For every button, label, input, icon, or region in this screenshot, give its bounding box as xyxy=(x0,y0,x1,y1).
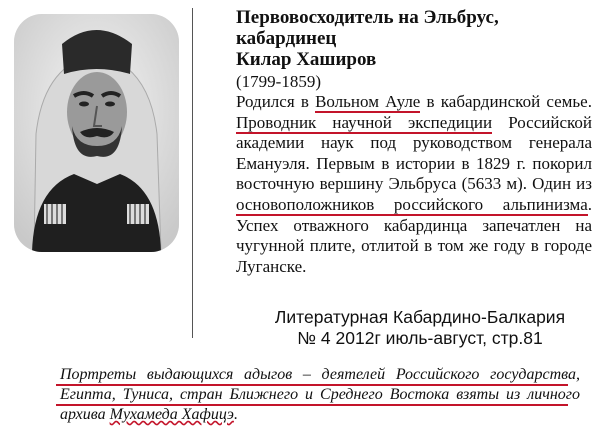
source-line-2: № 4 2012г июль-август, стр.81 xyxy=(297,328,543,348)
body-part-1: Родился в xyxy=(236,92,316,111)
caption-text: Портреты выдающихся адыгов – деятелей Российского государства, Египта, Туниса, стран Ближнего и Среднего Востока взяты из личного архива xyxy=(60,366,580,423)
life-years: (1799-1859) xyxy=(236,72,321,91)
source-line-1: Литературная Кабардино-Балкария xyxy=(274,307,566,327)
archive-caption xyxy=(60,365,580,425)
portrait-image xyxy=(14,14,179,252)
caption-underline-1 xyxy=(56,384,568,386)
underlined-founder: основоположников российского альпинизма xyxy=(236,194,588,214)
article-title xyxy=(236,7,566,70)
portrait-drawing xyxy=(14,14,179,252)
divider-line xyxy=(192,8,193,338)
underlined-role: Проводник научной экспедиции xyxy=(236,112,493,132)
caption-end: . xyxy=(233,406,238,423)
source-citation xyxy=(250,307,590,349)
body-part-4: . Успех отважного кабардинца запечатлен на чугунной плите, отлитой в том же году в городе Луганске. xyxy=(236,194,592,276)
title-line-3: Килар Хаширов xyxy=(236,49,377,70)
article-body xyxy=(236,92,592,277)
body-part-2: в кабардинской семье. xyxy=(420,92,592,111)
title-line-2: кабардинец xyxy=(236,28,337,49)
caption-archive-owner: Мухамеда Хафицэ xyxy=(109,406,234,423)
body-part-3: Российской академии наук под руководством генерала Емануэля. Первым в истории в 1829 г. покорил восточную вершину Эльбруса (5633 м). Один из xyxy=(236,112,593,194)
underlined-birthplace: Вольном Ауле xyxy=(315,92,421,111)
title-line-1: Первовосходитель на Эльбрус, xyxy=(236,7,499,28)
caption-underline-2 xyxy=(56,404,568,406)
